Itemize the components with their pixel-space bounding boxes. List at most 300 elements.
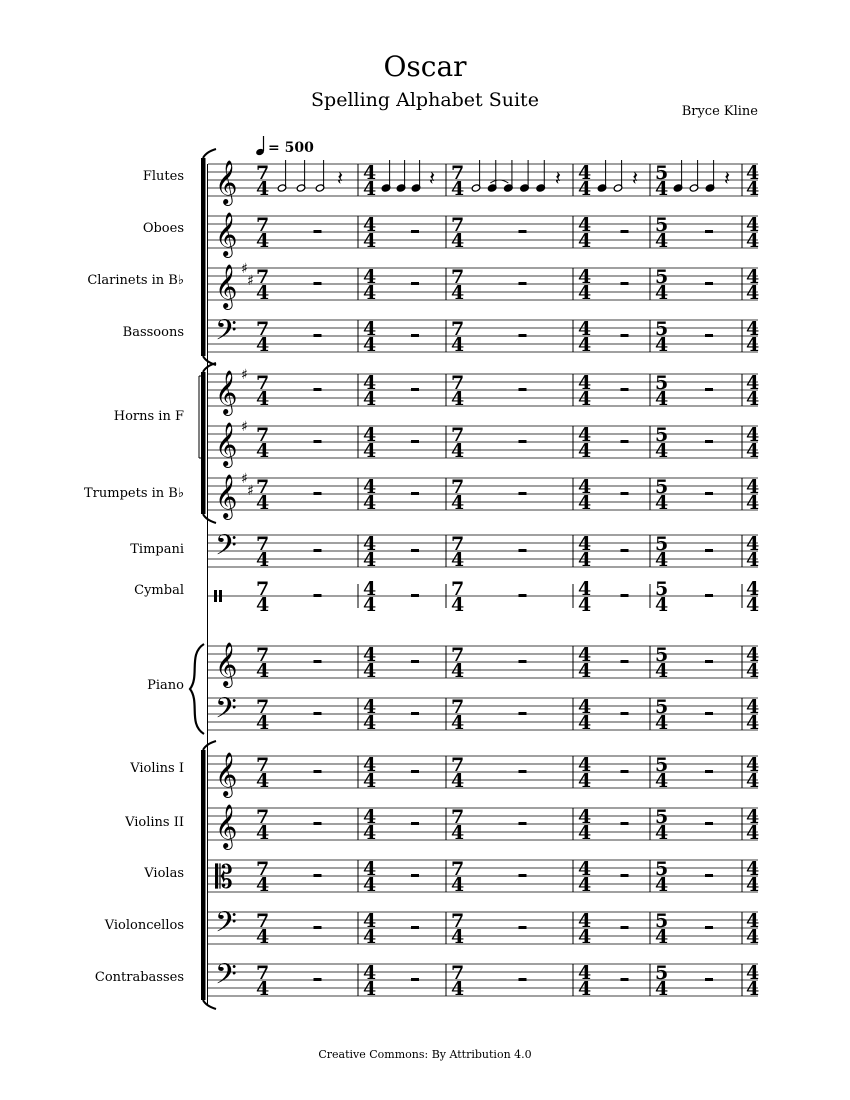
alto-clef-icon: 𝄡 bbox=[215, 858, 233, 896]
time-signature-denominator: 4 bbox=[655, 549, 669, 571]
measure-rest bbox=[411, 594, 419, 597]
time-signature-numerator: 7 bbox=[451, 318, 465, 340]
instrument-label: Horns in F bbox=[113, 409, 184, 424]
time-signature-numerator: 7 bbox=[451, 266, 465, 288]
measure-rest bbox=[705, 230, 713, 233]
time-signature-numerator: 4 bbox=[746, 424, 760, 446]
instrument-label: Clarinets in B♭ bbox=[87, 273, 184, 288]
measure-rest bbox=[621, 712, 629, 715]
strings-bracket bbox=[201, 741, 216, 1009]
time-signature-denominator: 4 bbox=[451, 712, 465, 734]
measure-rest bbox=[411, 926, 419, 929]
staff bbox=[147, 642, 759, 693]
time-signature-denominator: 4 bbox=[451, 230, 465, 252]
time-signature-numerator: 4 bbox=[578, 372, 592, 394]
time-signature-numerator: 7 bbox=[256, 858, 270, 880]
time-signature-numerator: 4 bbox=[578, 806, 592, 828]
measure-rest bbox=[621, 230, 629, 233]
time-signature-numerator: 7 bbox=[256, 910, 270, 932]
score-title: Oscar bbox=[383, 50, 467, 83]
time-signature-denominator: 4 bbox=[655, 874, 669, 896]
score-subtitle: Spelling Alphabet Suite bbox=[311, 89, 539, 111]
staff bbox=[143, 212, 759, 258]
time-signature-denominator: 4 bbox=[363, 594, 377, 616]
time-signature-numerator: 4 bbox=[578, 533, 592, 555]
time-signature-denominator: 4 bbox=[451, 594, 465, 616]
measure-rest bbox=[705, 660, 713, 663]
time-signature-denominator: 4 bbox=[451, 440, 465, 462]
quarter-rest-icon: 𝄽 bbox=[724, 166, 731, 190]
time-signature-denominator: 4 bbox=[655, 440, 669, 462]
time-signature-numerator: 4 bbox=[746, 754, 760, 776]
measure-rest bbox=[519, 926, 527, 929]
time-signature-numerator: 7 bbox=[256, 962, 270, 984]
time-signature-denominator: 4 bbox=[363, 388, 377, 410]
time-signature-numerator: 4 bbox=[363, 318, 377, 340]
time-signature-denominator: 4 bbox=[578, 492, 592, 514]
instrument-label: Violas bbox=[144, 866, 184, 881]
time-signature-numerator: 5 bbox=[655, 372, 669, 394]
tie bbox=[490, 180, 508, 183]
time-signature-denominator: 4 bbox=[578, 178, 592, 200]
measure-rest bbox=[314, 926, 322, 929]
measure-rest bbox=[519, 282, 527, 285]
time-signature-numerator: 4 bbox=[746, 162, 760, 184]
time-signature-denominator: 4 bbox=[256, 334, 270, 356]
time-signature-numerator: 4 bbox=[746, 696, 760, 718]
time-signature-denominator: 4 bbox=[578, 660, 592, 682]
time-signature-numerator: 4 bbox=[578, 476, 592, 498]
time-signature-denominator: 4 bbox=[746, 926, 760, 948]
time-signature-denominator: 4 bbox=[746, 440, 760, 462]
instrument-label: Violins I bbox=[130, 761, 184, 776]
measure-rest bbox=[519, 874, 527, 877]
time-signature-denominator: 4 bbox=[578, 549, 592, 571]
time-signature-denominator: 4 bbox=[256, 874, 270, 896]
time-signature-numerator: 4 bbox=[746, 578, 760, 600]
measure-rest bbox=[314, 874, 322, 877]
measure-rest bbox=[314, 660, 322, 663]
time-signature-numerator: 7 bbox=[451, 858, 465, 880]
time-signature-numerator: 7 bbox=[451, 644, 465, 666]
measure-rest bbox=[621, 660, 629, 663]
instrument-label: Violoncellos bbox=[104, 918, 184, 933]
measure-rest bbox=[705, 770, 713, 773]
time-signature-numerator: 7 bbox=[451, 696, 465, 718]
instrument-label: Contrabasses bbox=[94, 970, 184, 985]
measure-rest bbox=[411, 822, 419, 825]
measure-rest bbox=[314, 282, 322, 285]
time-signature-denominator: 4 bbox=[256, 492, 270, 514]
time-signature-numerator: 4 bbox=[363, 162, 377, 184]
time-signature-numerator: 4 bbox=[578, 266, 592, 288]
time-signature-numerator: 7 bbox=[256, 533, 270, 555]
staff bbox=[95, 958, 759, 1000]
time-signature-numerator: 4 bbox=[746, 372, 760, 394]
time-signature-numerator: 7 bbox=[256, 696, 270, 718]
time-signature-denominator: 4 bbox=[746, 549, 760, 571]
measure-rest bbox=[519, 440, 527, 443]
bass-clef-icon: 𝄢 bbox=[215, 692, 237, 732]
sharp-icon: ♯ bbox=[241, 419, 248, 435]
time-signature-numerator: 5 bbox=[655, 162, 669, 184]
time-signature-numerator: 4 bbox=[363, 644, 377, 666]
time-signature-numerator: 7 bbox=[451, 533, 465, 555]
measure-rest bbox=[621, 282, 629, 285]
quarter-rest-icon: 𝄽 bbox=[429, 166, 436, 190]
staff bbox=[123, 314, 760, 356]
time-signature-numerator: 7 bbox=[256, 644, 270, 666]
time-signature-denominator: 4 bbox=[451, 388, 465, 410]
instrument-label: Bassoons bbox=[122, 325, 184, 340]
instrument-label: Oboes bbox=[142, 221, 184, 236]
time-signature-denominator: 4 bbox=[363, 492, 377, 514]
time-signature-denominator: 4 bbox=[655, 178, 669, 200]
time-signature-denominator: 4 bbox=[578, 770, 592, 792]
time-signature-denominator: 4 bbox=[746, 492, 760, 514]
time-signature-numerator: 4 bbox=[746, 858, 760, 880]
time-signature-denominator: 4 bbox=[578, 334, 592, 356]
time-signature-denominator: 4 bbox=[655, 230, 669, 252]
measure-rest bbox=[519, 388, 527, 391]
measure-rest bbox=[621, 334, 629, 337]
time-signature-denominator: 4 bbox=[256, 282, 270, 304]
time-signature-numerator: 4 bbox=[363, 578, 377, 600]
time-signature-numerator: 5 bbox=[655, 578, 669, 600]
time-signature-denominator: 4 bbox=[451, 492, 465, 514]
time-signature-numerator: 4 bbox=[363, 806, 377, 828]
time-signature-denominator: 4 bbox=[363, 334, 377, 356]
staff bbox=[134, 578, 759, 616]
time-signature-denominator: 4 bbox=[363, 978, 377, 1000]
time-signature-numerator: 4 bbox=[363, 476, 377, 498]
measure-rest bbox=[519, 712, 527, 715]
time-signature-numerator: 5 bbox=[655, 424, 669, 446]
time-signature-numerator: 7 bbox=[451, 424, 465, 446]
time-signature-numerator: 7 bbox=[451, 578, 465, 600]
time-signature-denominator: 4 bbox=[363, 822, 377, 844]
time-signature-denominator: 4 bbox=[746, 770, 760, 792]
time-signature-denominator: 4 bbox=[578, 594, 592, 616]
measure-rest bbox=[519, 978, 527, 981]
measure-rest bbox=[519, 770, 527, 773]
time-signature-denominator: 4 bbox=[655, 594, 669, 616]
measure-rest bbox=[705, 978, 713, 981]
time-signature-denominator: 4 bbox=[655, 712, 669, 734]
time-signature-numerator: 7 bbox=[451, 962, 465, 984]
time-signature-numerator: 5 bbox=[655, 754, 669, 776]
time-signature-denominator: 4 bbox=[655, 660, 669, 682]
time-signature-numerator: 4 bbox=[578, 162, 592, 184]
time-signature-denominator: 4 bbox=[256, 770, 270, 792]
time-signature-numerator: 7 bbox=[451, 806, 465, 828]
treble-clef-icon: 𝄞 bbox=[215, 264, 238, 308]
time-signature-numerator: 5 bbox=[655, 476, 669, 498]
staff bbox=[143, 858, 759, 896]
time-signature-denominator: 4 bbox=[451, 549, 465, 571]
time-signature-numerator: 4 bbox=[363, 962, 377, 984]
staff bbox=[208, 692, 759, 734]
time-signature-denominator: 4 bbox=[363, 926, 377, 948]
measure-rest bbox=[314, 440, 322, 443]
time-signature-numerator: 4 bbox=[746, 318, 760, 340]
sharp-icon: ♯ bbox=[241, 261, 248, 277]
measure-rest bbox=[314, 978, 322, 981]
bass-clef-icon: 𝄢 bbox=[215, 906, 237, 946]
bass-clef-icon: 𝄢 bbox=[215, 529, 237, 569]
measure-rest bbox=[519, 549, 527, 552]
quarter-rest-icon: 𝄽 bbox=[632, 166, 639, 190]
measure-rest bbox=[621, 874, 629, 877]
time-signature-numerator: 7 bbox=[256, 266, 270, 288]
time-signature-numerator: 5 bbox=[655, 318, 669, 340]
time-signature-denominator: 4 bbox=[363, 178, 377, 200]
staff bbox=[130, 529, 759, 571]
measure-rest bbox=[519, 660, 527, 663]
time-signature-denominator: 4 bbox=[578, 978, 592, 1000]
time-signature-denominator: 4 bbox=[363, 282, 377, 304]
time-signature-denominator: 4 bbox=[256, 822, 270, 844]
sharp-icon: ♯ bbox=[247, 273, 254, 289]
time-signature-denominator: 4 bbox=[746, 978, 760, 1000]
time-signature-numerator: 7 bbox=[451, 162, 465, 184]
measure-rest bbox=[705, 334, 713, 337]
measure-rest bbox=[314, 492, 322, 495]
instrument-label: Violins II bbox=[125, 815, 184, 830]
time-signature-denominator: 4 bbox=[363, 660, 377, 682]
time-signature-numerator: 7 bbox=[451, 754, 465, 776]
measure-rest bbox=[705, 282, 713, 285]
time-signature-numerator: 5 bbox=[655, 266, 669, 288]
time-signature-numerator: 7 bbox=[451, 372, 465, 394]
time-signature-denominator: 4 bbox=[578, 712, 592, 734]
time-signature-numerator: 7 bbox=[451, 910, 465, 932]
instrument-label: Piano bbox=[147, 678, 184, 693]
measure-rest bbox=[411, 874, 419, 877]
time-signature-numerator: 4 bbox=[746, 644, 760, 666]
time-signature-numerator: 4 bbox=[746, 476, 760, 498]
measure-rest bbox=[411, 388, 419, 391]
time-signature-numerator: 4 bbox=[578, 644, 592, 666]
time-signature-denominator: 4 bbox=[451, 874, 465, 896]
time-signature-denominator: 4 bbox=[451, 282, 465, 304]
time-signature-denominator: 4 bbox=[256, 388, 270, 410]
time-signature-numerator: 7 bbox=[256, 476, 270, 498]
time-signature-denominator: 4 bbox=[451, 978, 465, 1000]
quarter-rest-icon: 𝄽 bbox=[337, 166, 344, 190]
measure-rest bbox=[314, 770, 322, 773]
time-signature-denominator: 4 bbox=[451, 178, 465, 200]
time-signature-denominator: 4 bbox=[746, 594, 760, 616]
measure-rest bbox=[314, 822, 322, 825]
measure-rest bbox=[411, 334, 419, 337]
measure-rest bbox=[519, 334, 527, 337]
time-signature-denominator: 4 bbox=[655, 926, 669, 948]
time-signature-denominator: 4 bbox=[363, 712, 377, 734]
measure-rest bbox=[519, 230, 527, 233]
time-signature-numerator: 4 bbox=[578, 318, 592, 340]
time-signature-denominator: 4 bbox=[363, 549, 377, 571]
time-signature-denominator: 4 bbox=[256, 978, 270, 1000]
time-signature-numerator: 5 bbox=[655, 533, 669, 555]
time-signature-numerator: 4 bbox=[746, 962, 760, 984]
sharp-icon: ♯ bbox=[247, 483, 254, 499]
treble-clef-icon: 𝄞 bbox=[215, 642, 238, 686]
time-signature-numerator: 4 bbox=[578, 696, 592, 718]
time-signature-numerator: 4 bbox=[578, 578, 592, 600]
time-signature-denominator: 4 bbox=[256, 178, 270, 200]
treble-clef-icon: 𝄞 bbox=[215, 422, 238, 466]
time-signature-numerator: 7 bbox=[256, 578, 270, 600]
measure-rest bbox=[314, 334, 322, 337]
staff bbox=[143, 160, 759, 206]
time-signature-denominator: 4 bbox=[451, 660, 465, 682]
time-signature-denominator: 4 bbox=[655, 978, 669, 1000]
time-signature-denominator: 4 bbox=[655, 282, 669, 304]
time-signature-denominator: 4 bbox=[578, 388, 592, 410]
time-signature-numerator: 7 bbox=[256, 424, 270, 446]
measure-rest bbox=[411, 549, 419, 552]
time-signature-numerator: 4 bbox=[363, 214, 377, 236]
time-signature-denominator: 4 bbox=[655, 492, 669, 514]
time-signature-denominator: 4 bbox=[746, 660, 760, 682]
time-signature-numerator: 4 bbox=[746, 533, 760, 555]
measure-rest bbox=[411, 978, 419, 981]
time-signature-denominator: 4 bbox=[746, 822, 760, 844]
measure-rest bbox=[411, 230, 419, 233]
measure-rest bbox=[705, 492, 713, 495]
time-signature-numerator: 4 bbox=[363, 754, 377, 776]
time-signature-denominator: 4 bbox=[451, 770, 465, 792]
time-signature-denominator: 4 bbox=[256, 926, 270, 948]
bass-clef-icon: 𝄢 bbox=[215, 958, 237, 998]
measure-rest bbox=[621, 770, 629, 773]
time-signature-numerator: 4 bbox=[363, 910, 377, 932]
time-signature-numerator: 7 bbox=[256, 214, 270, 236]
time-signature-denominator: 4 bbox=[451, 822, 465, 844]
time-signature-numerator: 7 bbox=[451, 476, 465, 498]
staff bbox=[84, 471, 759, 520]
measure-rest bbox=[705, 874, 713, 877]
measure-rest bbox=[314, 230, 322, 233]
time-signature-denominator: 4 bbox=[451, 334, 465, 356]
measure-rest bbox=[705, 388, 713, 391]
woodwinds-bracket bbox=[201, 149, 216, 365]
time-signature-denominator: 4 bbox=[256, 230, 270, 252]
staff bbox=[208, 419, 759, 468]
time-signature-denominator: 4 bbox=[363, 230, 377, 252]
measure-rest bbox=[621, 440, 629, 443]
time-signature-denominator: 4 bbox=[746, 334, 760, 356]
measure-rest bbox=[411, 282, 419, 285]
time-signature-denominator: 4 bbox=[746, 230, 760, 252]
time-signature-numerator: 5 bbox=[655, 696, 669, 718]
instrument-label: Flutes bbox=[142, 169, 184, 184]
time-signature-denominator: 4 bbox=[746, 712, 760, 734]
time-signature-numerator: 4 bbox=[578, 214, 592, 236]
time-signature-numerator: 5 bbox=[655, 858, 669, 880]
time-signature-numerator: 4 bbox=[578, 424, 592, 446]
time-signature-numerator: 4 bbox=[746, 266, 760, 288]
sharp-icon: ♯ bbox=[241, 471, 248, 487]
staff bbox=[129, 752, 759, 798]
time-signature-denominator: 4 bbox=[655, 334, 669, 356]
composer-name: Bryce Kline bbox=[681, 104, 758, 119]
measure-rest bbox=[519, 594, 527, 597]
treble-clef-icon: 𝄞 bbox=[215, 370, 238, 414]
measure-rest bbox=[411, 660, 419, 663]
time-signature-numerator: 7 bbox=[256, 318, 270, 340]
measure-rest bbox=[621, 549, 629, 552]
measure-rest bbox=[411, 492, 419, 495]
time-signature-denominator: 4 bbox=[256, 594, 270, 616]
instrument-label: Timpani bbox=[130, 542, 184, 557]
treble-clef-icon: 𝄞 bbox=[215, 160, 238, 204]
license-footer: Creative Commons: By Attribution 4.0 bbox=[318, 1048, 532, 1061]
time-signature-denominator: 4 bbox=[746, 178, 760, 200]
time-signature-numerator: 4 bbox=[363, 533, 377, 555]
time-signature-numerator: 4 bbox=[578, 910, 592, 932]
time-signature-denominator: 4 bbox=[256, 660, 270, 682]
treble-clef-icon: 𝄞 bbox=[215, 752, 238, 796]
sharp-icon: ♯ bbox=[241, 367, 248, 383]
time-signature-denominator: 4 bbox=[578, 282, 592, 304]
time-signature-numerator: 4 bbox=[578, 962, 592, 984]
time-signature-denominator: 4 bbox=[578, 230, 592, 252]
time-signature-numerator: 5 bbox=[655, 214, 669, 236]
treble-clef-icon: 𝄞 bbox=[215, 804, 238, 848]
time-signature-numerator: 4 bbox=[578, 858, 592, 880]
time-signature-numerator: 7 bbox=[256, 754, 270, 776]
time-signature-denominator: 4 bbox=[256, 440, 270, 462]
time-signature-numerator: 4 bbox=[746, 910, 760, 932]
time-signature-numerator: 7 bbox=[256, 372, 270, 394]
treble-clef-icon: 𝄞 bbox=[215, 212, 238, 256]
time-signature-denominator: 4 bbox=[746, 388, 760, 410]
time-signature-denominator: 4 bbox=[746, 874, 760, 896]
measure-rest bbox=[519, 822, 527, 825]
measure-rest bbox=[621, 978, 629, 981]
time-signature-numerator: 5 bbox=[655, 806, 669, 828]
time-signature-denominator: 4 bbox=[451, 926, 465, 948]
time-signature-denominator: 4 bbox=[655, 770, 669, 792]
time-signature-numerator: 7 bbox=[256, 162, 270, 184]
tempo-text: = 500 bbox=[268, 140, 314, 156]
measure-rest bbox=[705, 926, 713, 929]
time-signature-numerator: 4 bbox=[578, 754, 592, 776]
time-signature-numerator: 7 bbox=[256, 806, 270, 828]
instrument-label: Trumpets in B♭ bbox=[84, 486, 184, 501]
measure-rest bbox=[621, 822, 629, 825]
measure-rest bbox=[621, 388, 629, 391]
time-signature-denominator: 4 bbox=[256, 712, 270, 734]
time-signature-numerator: 4 bbox=[363, 696, 377, 718]
tempo-marking bbox=[255, 136, 314, 156]
time-signature-numerator: 4 bbox=[746, 806, 760, 828]
time-signature-denominator: 4 bbox=[363, 440, 377, 462]
measure-rest bbox=[705, 549, 713, 552]
measure-rest bbox=[411, 440, 419, 443]
time-signature-numerator: 5 bbox=[655, 910, 669, 932]
quarter-rest-icon: 𝄽 bbox=[554, 166, 561, 190]
measure-rest bbox=[621, 492, 629, 495]
time-signature-denominator: 4 bbox=[655, 822, 669, 844]
measure-rest bbox=[411, 712, 419, 715]
time-signature-numerator: 4 bbox=[746, 214, 760, 236]
measure-rest bbox=[411, 770, 419, 773]
measure-rest bbox=[314, 549, 322, 552]
piano-brace bbox=[190, 644, 204, 734]
